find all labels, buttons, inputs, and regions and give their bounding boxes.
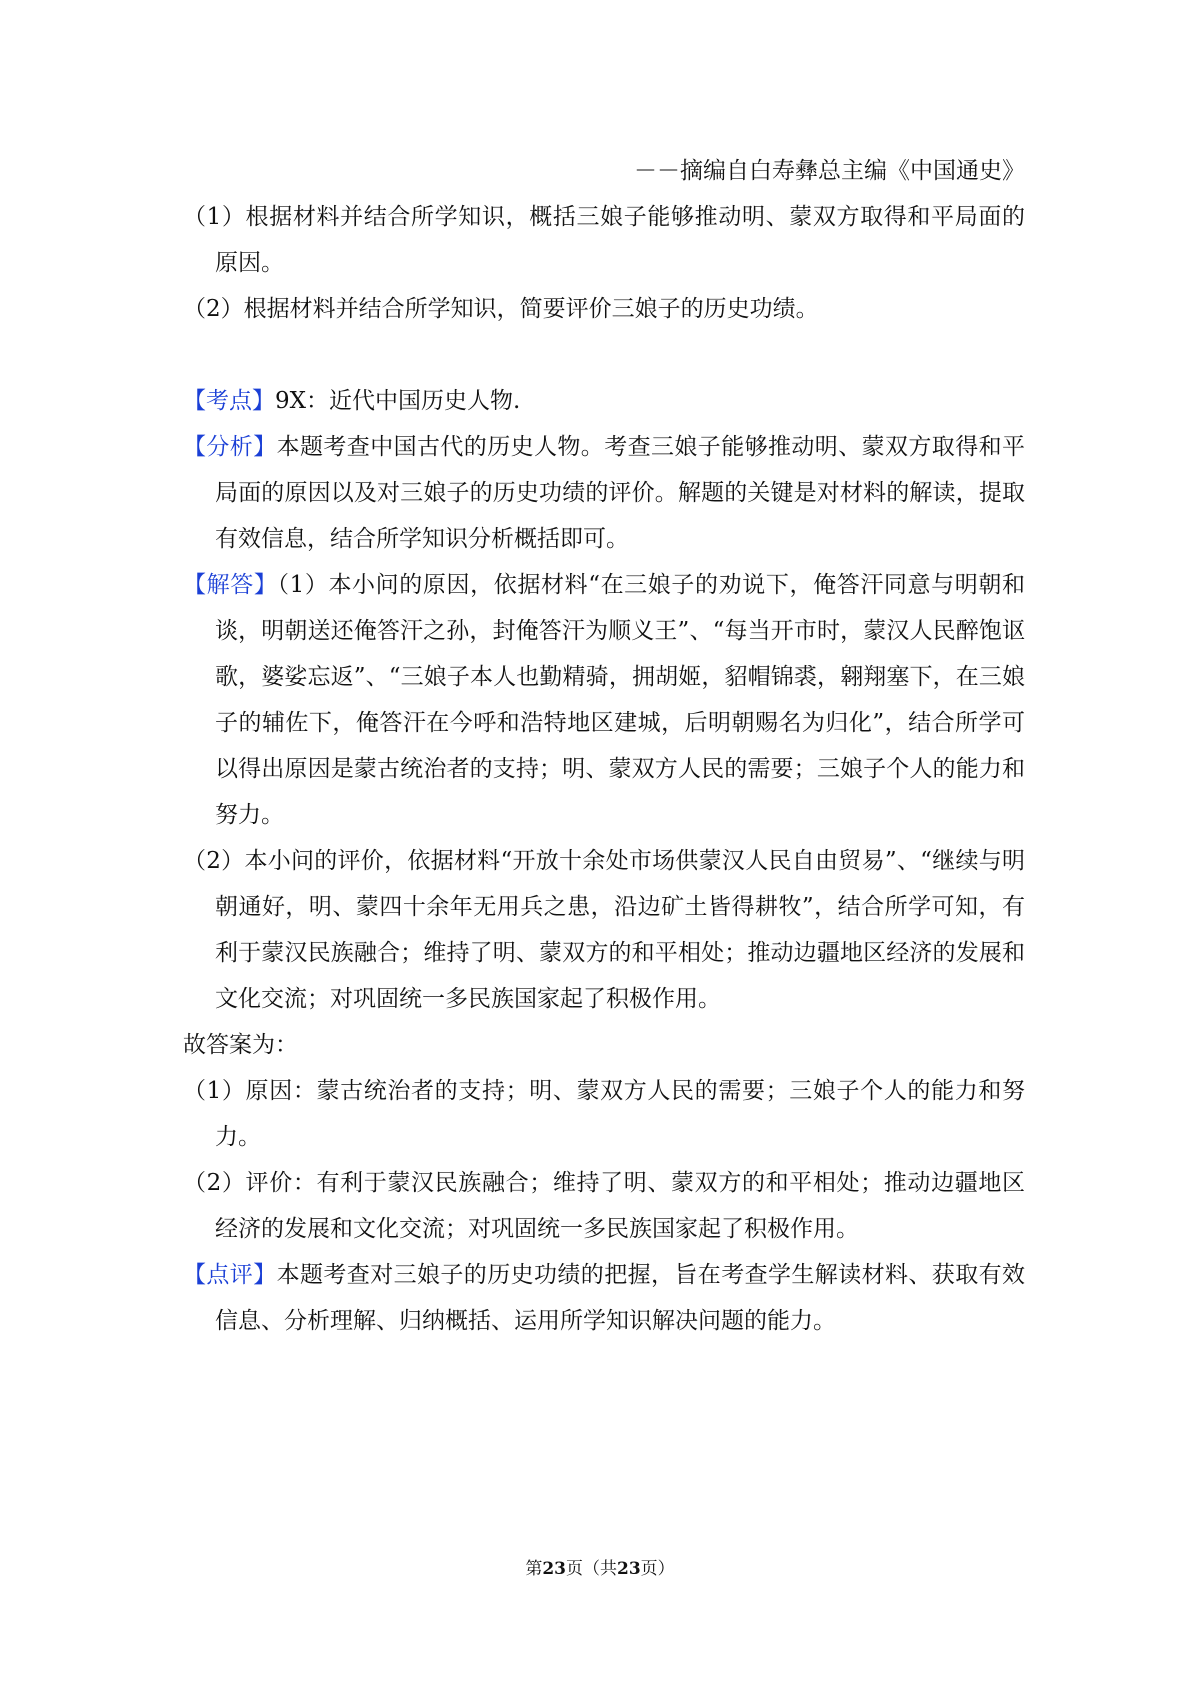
jieda-tag: 【解答】 bbox=[183, 572, 278, 598]
footer-middle: 页（共 bbox=[566, 1559, 617, 1579]
footer-suffix: 页） bbox=[640, 1559, 675, 1579]
jieda-section bbox=[183, 562, 1025, 838]
footer-current-page: 23 bbox=[542, 1559, 566, 1579]
answer-item-1: （1）原因：蒙古统治者的支持；明、蒙双方人民的需要；三娘子个人的能力和努力。 bbox=[183, 1078, 1025, 1150]
question-1: （1）根据材料并结合所学知识，概括三娘子能够推动明、蒙双方取得和平局面的原因。 bbox=[183, 204, 1025, 276]
answer-lead: 故答案为： bbox=[183, 1032, 298, 1058]
dianping-tag: 【点评】 bbox=[183, 1262, 277, 1288]
page-footer bbox=[0, 1557, 1200, 1581]
fenxi-section bbox=[183, 424, 1025, 562]
dianping-text: 本题考查对三娘子的历史功绩的把握，旨在考查学生解读材料、获取有效信息、分析理解、归纳概括、运用所学知识解决问题的能力。 bbox=[215, 1262, 1026, 1334]
source-citation: －－摘编自白寿彝总主编《中国通史》 bbox=[634, 158, 1025, 184]
footer-prefix: 第 bbox=[525, 1559, 543, 1579]
kaodian-tag: 【考点】 bbox=[183, 388, 275, 414]
kaodian-text: 9X：近代中国历史人物. bbox=[275, 388, 521, 414]
section-gap bbox=[183, 332, 1025, 378]
answer-item-2: （2）评价：有利于蒙汉民族融合；维持了明、蒙双方的和平相处；推动边疆地区经济的发展和文化交流；对巩固统一多民族国家起了积极作用。 bbox=[183, 1170, 1025, 1242]
jieda-part1: （1）本小问的原因，依据材料“在三娘子的劝说下，俺答汗同意与明朝和谈，明朝送还俺答汗之孙，封俺答汗为顺义王”、“每当开市时，蒙汉人民醉饱讴歌，婆娑忘返”、“三娘子本人也勤精骑，拥胡姬，貂帽锦裘，翱翔塞下，在三娘子的辅佐下，俺答汗在今呼和浩特地区建城，后明朝赐名为归化”，结合所学可以得出原因是蒙古统治者的支持；明、蒙双方人民的需要；三娘子个人的能力和努力。 bbox=[215, 572, 1025, 828]
kaodian-section bbox=[183, 378, 1025, 424]
footer-total-pages: 23 bbox=[617, 1559, 641, 1579]
document-content bbox=[183, 148, 1025, 1344]
jieda-part2-paragraph: （2）本小问的评价，依据材料“开放十余处市场供蒙汉人民自由贸易”、“继续与明朝通好，明、蒙四十余年无用兵之患，沿边矿土皆得耕牧”，结合所学可知，有利于蒙汉民族融合；维持了明、蒙双方的和平相处；推动边疆地区经济的发展和文化交流；对巩固统一多民族国家起了积极作用。 bbox=[183, 848, 1025, 1012]
fenxi-text: 本题考查中国古代的历史人物。考查三娘子能够推动明、蒙双方取得和平局面的原因以及对三娘子的历史功绩的评价。解题的关键是对材料的解读，提取有效信息，结合所学知识分析概括即可。 bbox=[215, 434, 1026, 552]
dianping-section bbox=[183, 1252, 1025, 1344]
question-2: （2）根据材料并结合所学知识，简要评价三娘子的历史功绩。 bbox=[183, 296, 819, 322]
fenxi-tag: 【分析】 bbox=[183, 434, 277, 460]
